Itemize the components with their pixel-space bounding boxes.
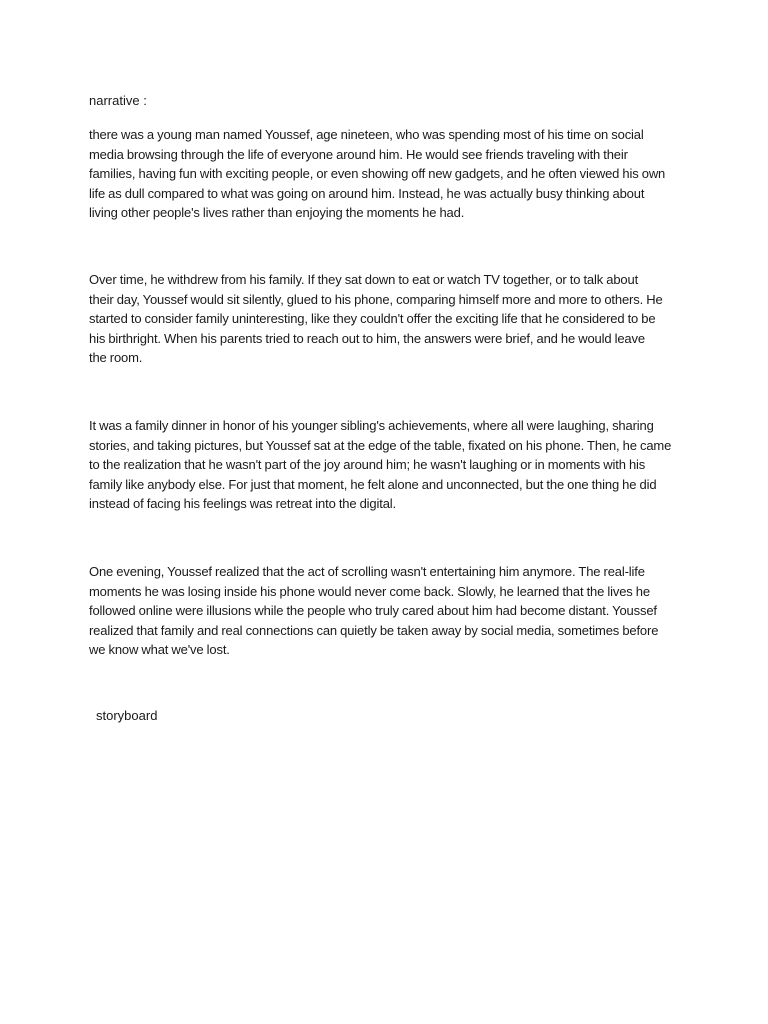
text-line: we know what we've lost. (89, 642, 230, 658)
text-line: their day, Youssef would sit silently, glued to his phone, comparing himself more and more to others. He (89, 291, 663, 307)
text-line: moments he was losing inside his phone would never come back. Slowly, he learned that the lives he (89, 583, 650, 599)
text-line: Over time, he withdrew from his family. If they sat down to eat or watch TV together, or to talk about (89, 272, 639, 287)
paragraph-4 (89, 562, 689, 660)
text-line: stories, and taking pictures, but Youssef sat at the edge of the table, fixated on his phone. Then, he came (89, 437, 672, 453)
storyboard-label: storyboard (96, 708, 158, 723)
text-line: life as dull compared to what was going on around him. Instead, he was actually busy thinking about (89, 185, 645, 201)
narrative-heading: narrative : (89, 93, 147, 108)
text-line: families, having fun with exciting people, or even showing off new gadgets, and he often viewed his own (89, 166, 666, 182)
text-line: there was a young man named Youssef, age nineteen, who was spending most of his time on social (89, 127, 644, 142)
text-line: It was a family dinner in honor of his younger sibling's achievements, where all were laughing, sharing (89, 418, 654, 433)
text-line: living other people's lives rather than enjoying the moments he had. (89, 205, 465, 221)
paragraph-2 (89, 270, 689, 368)
text-line: family like anybody else. For just that moment, he felt alone and unconnected, but the one thing he did (89, 476, 657, 492)
text-line: One evening, Youssef realized that the act of scrolling wasn't entertaining him anymore. The real-life (89, 564, 645, 579)
paragraph-3 (89, 416, 689, 514)
text-line: media browsing through the life of everyone around him. He would see friends traveling with their (89, 146, 628, 162)
text-line: followed online were illusions while the people who truly cared about him had become distant. Youssef (89, 603, 657, 619)
paragraph-1 (89, 125, 689, 223)
text-line: instead of facing his feelings was retreat into the digital. (89, 496, 396, 512)
text-line: his birthright. When his parents tried to reach out to him, the answers were brief, and he would leave (89, 330, 645, 346)
text-line: the room. (89, 350, 143, 366)
text-line: to the realization that he wasn't part of the joy around him; he wasn't laughing or in moments with his (89, 457, 646, 473)
text-line: started to consider family uninteresting, like they couldn't offer the exciting life that he considered to be (89, 311, 656, 327)
text-line: realized that family and real connections can quietly be taken away by social media, sometimes before (89, 622, 659, 638)
